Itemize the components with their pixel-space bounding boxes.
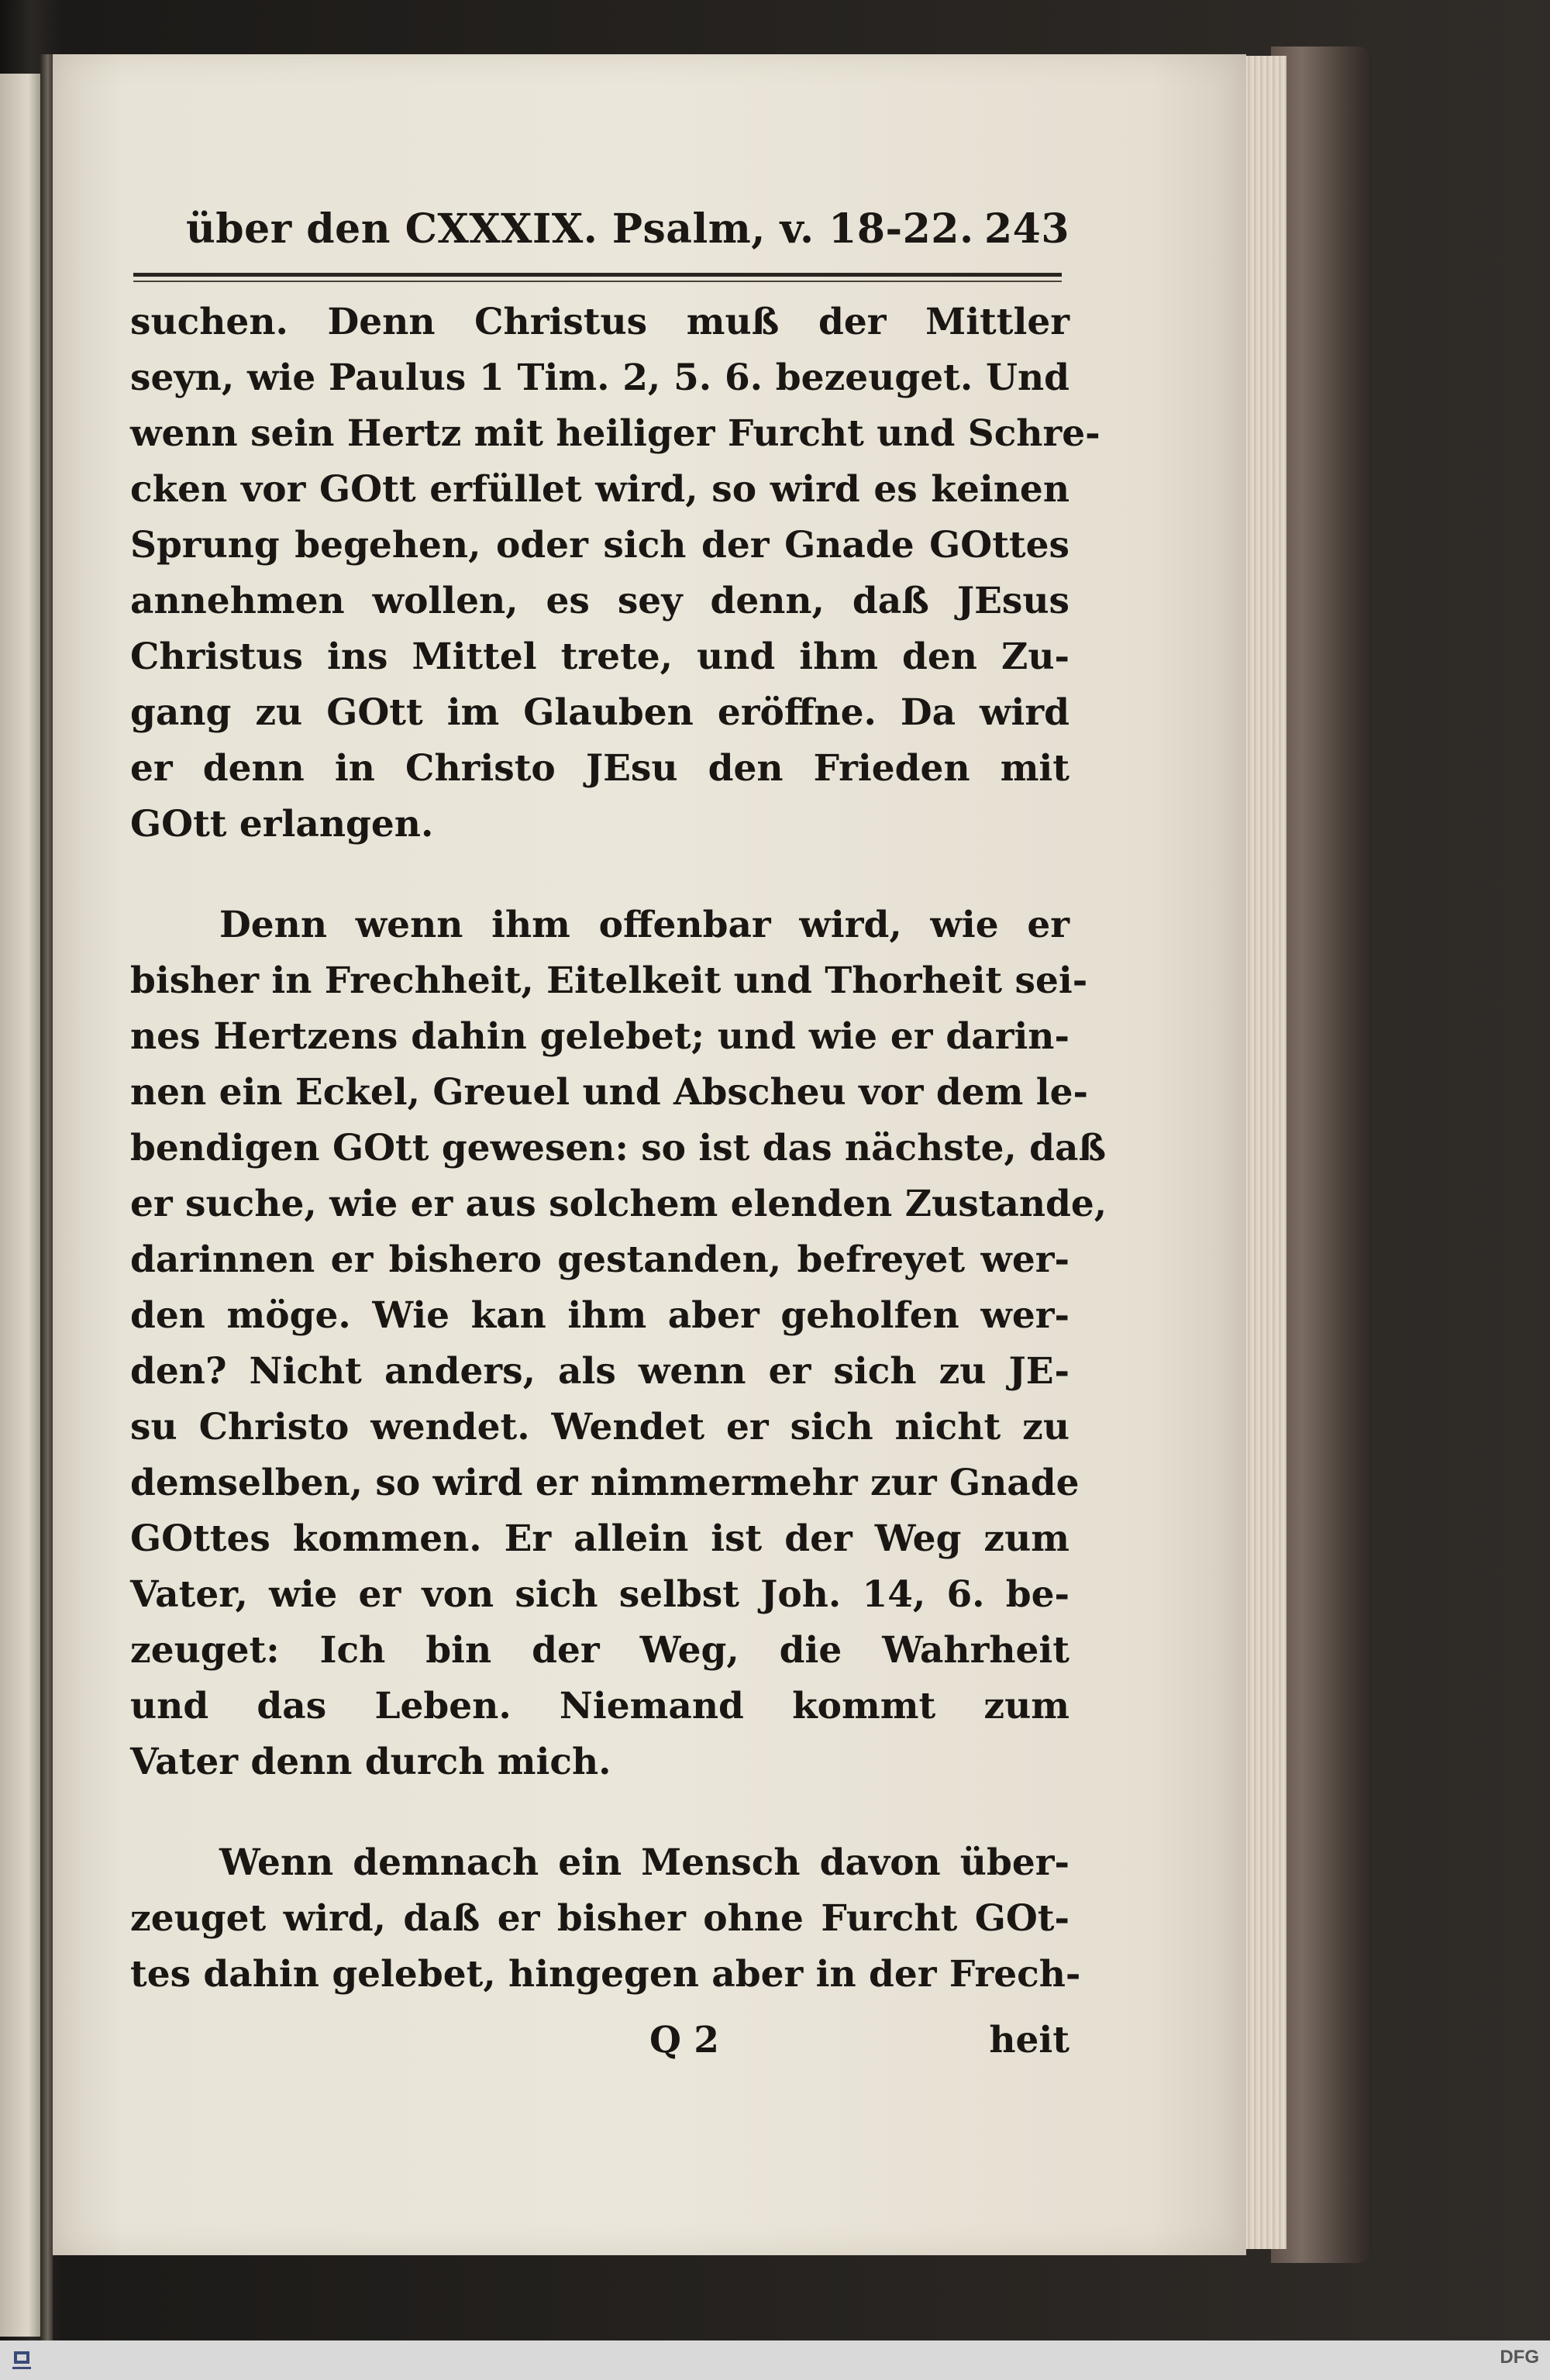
text-line: Denn wenn ihm offenbar wird, wie er	[219, 904, 1070, 946]
dfg-credit: DFG	[1500, 2347, 1539, 2368]
text-line: darinnen er bishero gestanden, befreyet wer-	[130, 1238, 1070, 1281]
text-line: bisher in Frechheit, Eitelkeit und Thorheit sei-	[130, 959, 1088, 1002]
page-footer	[130, 2019, 1070, 2081]
text-line: cken vor GOtt erfüllet wird, so wird es keinen	[130, 468, 1070, 511]
text-line: seyn, wie Paulus 1 Tim. 2, 5. 6. bezeuget. Und	[130, 356, 1070, 399]
text-line: Wenn demnach ein Mensch davon über-	[219, 1841, 1070, 1884]
paragraph	[130, 897, 1107, 1790]
catchword: heit	[989, 2019, 1070, 2061]
text-line: annehmen wollen, es sey denn, daß JEsus	[130, 580, 1070, 622]
viewer-bottom-bar	[0, 2340, 1550, 2380]
page-number: 243	[983, 205, 1070, 253]
text-line: gang zu GOtt im Glauben eröffne. Da wird	[130, 691, 1070, 734]
text-line: und das Leben. Niemand kommt zum	[130, 1685, 1070, 1727]
text-line: nen ein Eckel, Greuel und Abscheu vor dem le-	[130, 1071, 1088, 1114]
paragraph	[130, 294, 1100, 852]
header-rule-thin	[133, 281, 1062, 282]
text-line: er denn in Christo JEsu den Frieden mit	[130, 747, 1070, 790]
text-line: Sprung begehen, oder sich der Gnade GOttes	[130, 524, 1070, 567]
left-page-edge	[0, 74, 40, 2337]
header-rule	[133, 273, 1062, 277]
paragraph	[130, 1835, 1081, 2003]
text-line: GOttes kommen. Er allein ist der Weg zum	[130, 1517, 1070, 1560]
book-gutter	[40, 54, 53, 2348]
paragraph-gap	[130, 1790, 1070, 1835]
text-line: zeuget wird, daß er bisher ohne Furcht GOt-	[130, 1897, 1070, 1940]
running-title: über den CXXXIX. Psalm, v. 18-22.	[186, 205, 974, 253]
text-line: suchen. Denn Christus muß der Mittler	[130, 301, 1070, 343]
text-line: er suche, wie er aus solchem elenden Zustande,	[130, 1183, 1107, 1225]
text-line: tes dahin gelebet, hingegen aber in der Frech-	[130, 1953, 1081, 1996]
library-logo-icon	[11, 2348, 33, 2373]
text-line: wenn sein Hertz mit heiliger Furcht und Schre-	[130, 412, 1100, 455]
text-line: Vater, wie er von sich selbst Joh. 14, 6. be-	[130, 1573, 1070, 1616]
text-line: zeuget: Ich bin der Weg, die Wahrheit	[130, 1629, 1070, 1672]
text-line: nes Hertzens dahin gelebet; und wie er darin-	[130, 1015, 1070, 1058]
body-text	[130, 294, 1107, 2003]
text-line: demselben, so wird er nimmermehr zur Gnade	[130, 1462, 1080, 1504]
text-line: bendigen GOtt gewesen: so ist das nächste, daß	[130, 1127, 1107, 1169]
text-line: GOtt erlangen.	[130, 803, 434, 846]
paragraph-gap	[130, 852, 1070, 897]
text-line: Vater denn durch mich.	[130, 1741, 611, 1783]
text-line: den möge. Wie kan ihm aber geholfen wer-	[130, 1294, 1070, 1337]
text-line: Christus ins Mittel trete, und ihm den Zu-	[130, 635, 1070, 678]
signature-mark: Q 2	[649, 2019, 720, 2061]
text-line: su Christo wendet. Wendet er sich nicht zu	[130, 1406, 1070, 1448]
running-head	[186, 205, 1070, 267]
text-line: den? Nicht anders, als wenn er sich zu JE-	[130, 1350, 1070, 1393]
